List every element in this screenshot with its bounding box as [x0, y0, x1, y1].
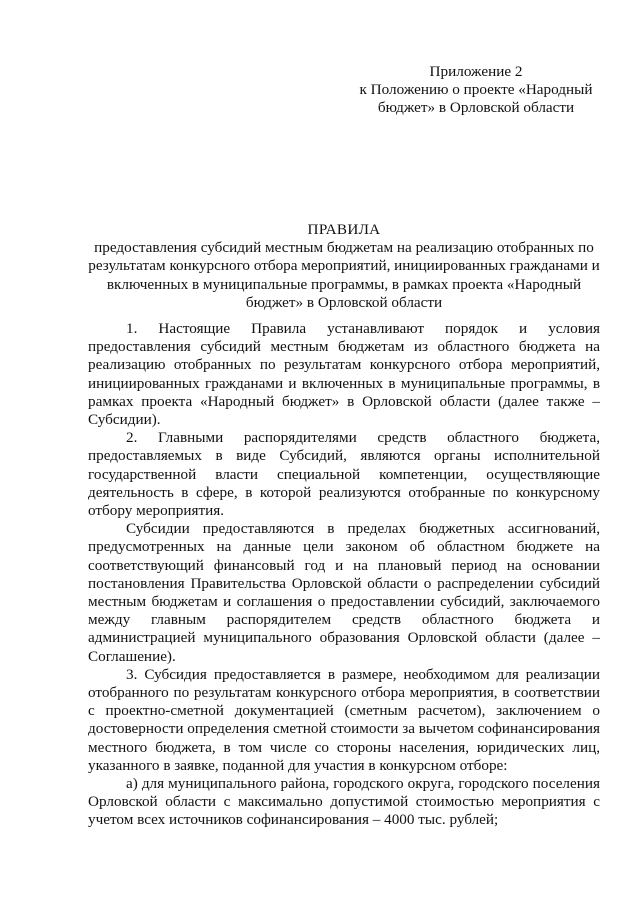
- paragraph-3: Субсидии предоставляются в пределах бюджетных ассигнований, предусмотренных на данные цели законом об областном бюджете на соответствующий финансовый год и на плановый период на основании постановления Правительства Орловской области о распределении субсидий местным бюджетам и соглашения о предоставлении субсидий, заключаемого между главным распорядителем средств областного бюджета и администрацией муниципального образования Орловской области (далее – Соглашение).: [88, 520, 600, 665]
- paragraph-1: 1. Настоящие Правила устанавливают порядок и условия предоставления субсидий местным бюджетам из областного бюджета на реализацию отобранных по результатам конкурсного отбора мероприятий, инициированных гражданами и включенных в муниципальные программы, в рамках проекта «Народный бюджет» в Орловской области (далее также – Субсидии).: [88, 320, 600, 429]
- appendix-header: [352, 63, 600, 118]
- appendix-line-1: Приложение 2: [429, 63, 523, 80]
- document-title-block: [88, 221, 600, 312]
- document-subtitle: предоставления субсидий местным бюджетам на реализацию отобранных по результатам конкурсного отбора мероприятий, инициированных гражданами и включенных в муниципальные программы, в рамках проекта «Народный бюджет» в Орловской области: [88, 239, 600, 311]
- document-body: [88, 320, 600, 830]
- document-title: ПРАВИЛА: [307, 221, 381, 238]
- paragraph-4: 3. Субсидия предоставляется в размере, необходимом для реализации отобранного по результатам конкурсного отбора мероприятия, в соответствии с проектно-сметной документацией (сметным расчетом), заключением о достоверности определения сметной стоимости за вычетом софинансирования местного бюджета, в том числе со стороны населения, юридических лиц, указанного в заявке, поданной для участия в конкурсном отборе:: [88, 665, 600, 774]
- paragraph-5: а) для муниципального района, городского округа, городского поселения Орловской области с максимально допустимой стоимостью мероприятия с учетом всех источников софинансирования – 4000 тыс. рублей;: [88, 775, 600, 829]
- paragraph-2: 2. Главными распорядителями средств областного бюджета, предоставляемых в виде Субсидий, являются органы исполнительной государственной власти специальной компетенции, осуществляющие деятельность в сфере, в которой реализуются отобранные по конкурсному отбору мероприятия.: [88, 429, 600, 520]
- appendix-line-3: бюджет» в Орловской области: [377, 99, 575, 117]
- appendix-line-2: к Положению о проекте «Народный: [359, 81, 593, 99]
